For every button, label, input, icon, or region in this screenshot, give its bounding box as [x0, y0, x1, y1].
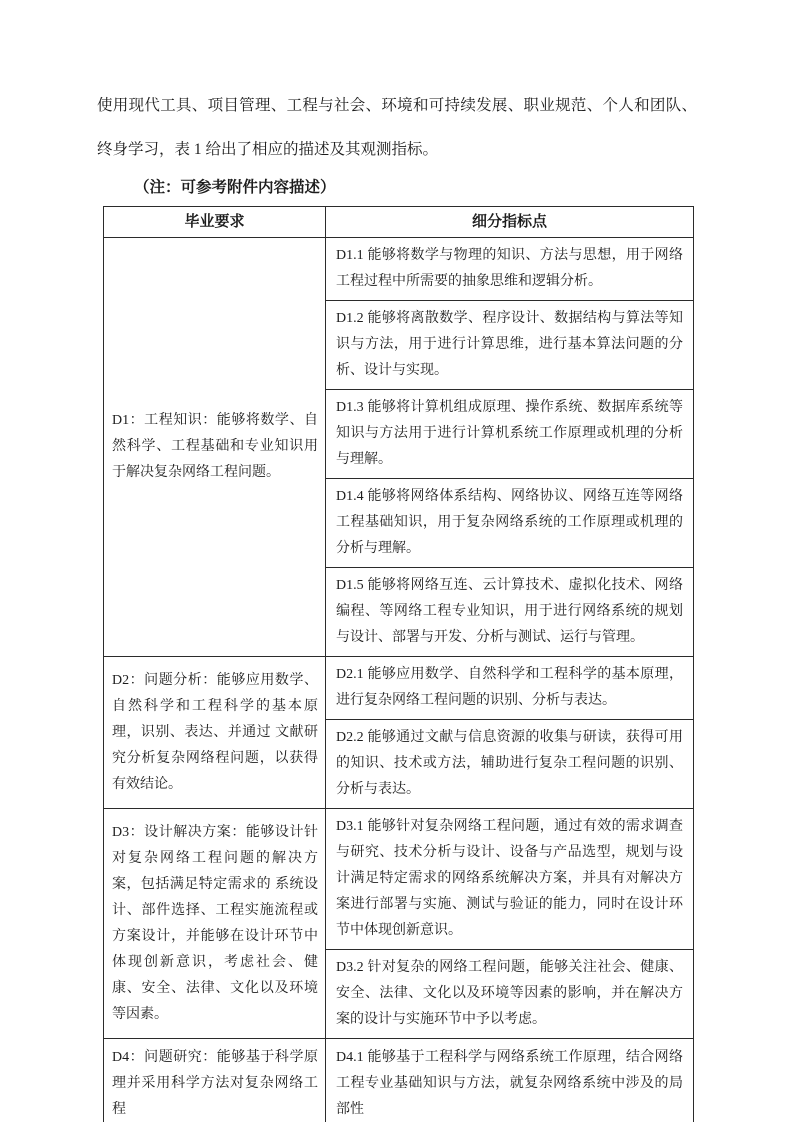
- indicator-cell-d1-3: D1.3 能够将计算机组成原理、操作系统、数据库系统等知识与方法用于进行计算机系统工作原理或机理的分析与理解。: [326, 390, 694, 479]
- requirements-table: [103, 206, 694, 1122]
- table-row: [104, 657, 694, 720]
- intro-paragraph-line1: 使用现代工具、项目管理、工程与社会、环境和可持续发展、职业规范、个人和团队、: [97, 97, 697, 114]
- indicator-cell-d2-1: D2.1 能够应用数学、自然科学和工程科学的基本原理，进行复杂网络工程问题的识别、分析与表达。: [326, 657, 694, 720]
- indicator-cell-d1-1: D1.1 能够将数学与物理的知识、方法与思想，用于网络工程过程中所需要的抽象思维和逻辑分析。: [326, 238, 694, 301]
- indicator-cell-d4-1: D4.1 能够基于工程科学与网络系统工作原理，结合网络工程专业基础知识与方法，就复杂网络系统中涉及的局部性: [326, 1039, 694, 1122]
- table-row: [104, 238, 694, 301]
- requirement-cell-d1: D1：工程知识：能够将数学、自然科学、工程基础和专业知识用于解决复杂网络工程问题。: [104, 238, 326, 657]
- indicator-cell-d1-5: D1.5 能够将网络互连、云计算技术、虚拟化技术、网络编程、等网络工程专业知识，用于进行网络系统的规划与设计、部署与开发、分析与测试、运行与管理。: [326, 568, 694, 657]
- indicator-cell-d1-2: D1.2 能够将离散数学、程序设计、数据结构与算法等知识与方法，用于进行计算思维，进行基本算法问题的分析、设计与实现。: [326, 301, 694, 390]
- table-header-row: [104, 207, 694, 238]
- table-row: [104, 1039, 694, 1122]
- indicator-cell-d2-2: D2.2 能够通过文献与信息资源的收集与研读，获得可用的知识、技术或方法，辅助进行复杂工程问题的识别、分析与表达。: [326, 720, 694, 809]
- note-line: （注：可参考附件内容描述）: [134, 179, 336, 196]
- indicator-cell-d1-4: D1.4 能够将网络体系结构、网络协议、网络互连等网络工程基础知识，用于复杂网络系统的工作原理或机理的分析与理解。: [326, 479, 694, 568]
- indicator-cell-d3-2: D3.2 针对复杂的网络工程问题，能够关注社会、健康、安全、法律、文化以及环境等因素的影响，并在解决方案的设计与实施环节中予以考虑。: [326, 950, 694, 1039]
- intro-paragraph-line2: 终身学习，表 1 给出了相应的描述及其观测指标。: [97, 141, 439, 158]
- requirement-cell-d2: D2：问题分析：能够应用数学、自然科学和工程科学的基本原理，识别、表达、并通过 文献研究分析复杂网络程问题，以获得有效结论。: [104, 657, 326, 809]
- table-row: [104, 809, 694, 950]
- indicator-cell-d3-1: D3.1 能够针对复杂网络工程问题，通过有效的需求调查与研究、技术分析与设计、设备与产品选型，规划与设计满足特定需求的网络系统解决方案，并具有对解决方案进行部署与实施、测试与验证的能力，同时在设计环节中体现创新意识。: [326, 809, 694, 950]
- header-indicator-points: 细分指标点: [326, 207, 694, 238]
- requirement-cell-d3: D3：设计解决方案：能够设计针对复杂网络工程问题的解决方案，包括满足特定需求的 系统设计、部件选择、工程实施流程或方案设计，并能够在设计环节中体现创新意识，考虑社会、健康、安全、法律、文化以及环境等因素。: [104, 809, 326, 1039]
- header-graduation-requirement: 毕业要求: [104, 207, 326, 238]
- requirement-cell-d4: D4：问题研究：能够基于科学原理并采用科学方法对复杂网络工程: [104, 1039, 326, 1122]
